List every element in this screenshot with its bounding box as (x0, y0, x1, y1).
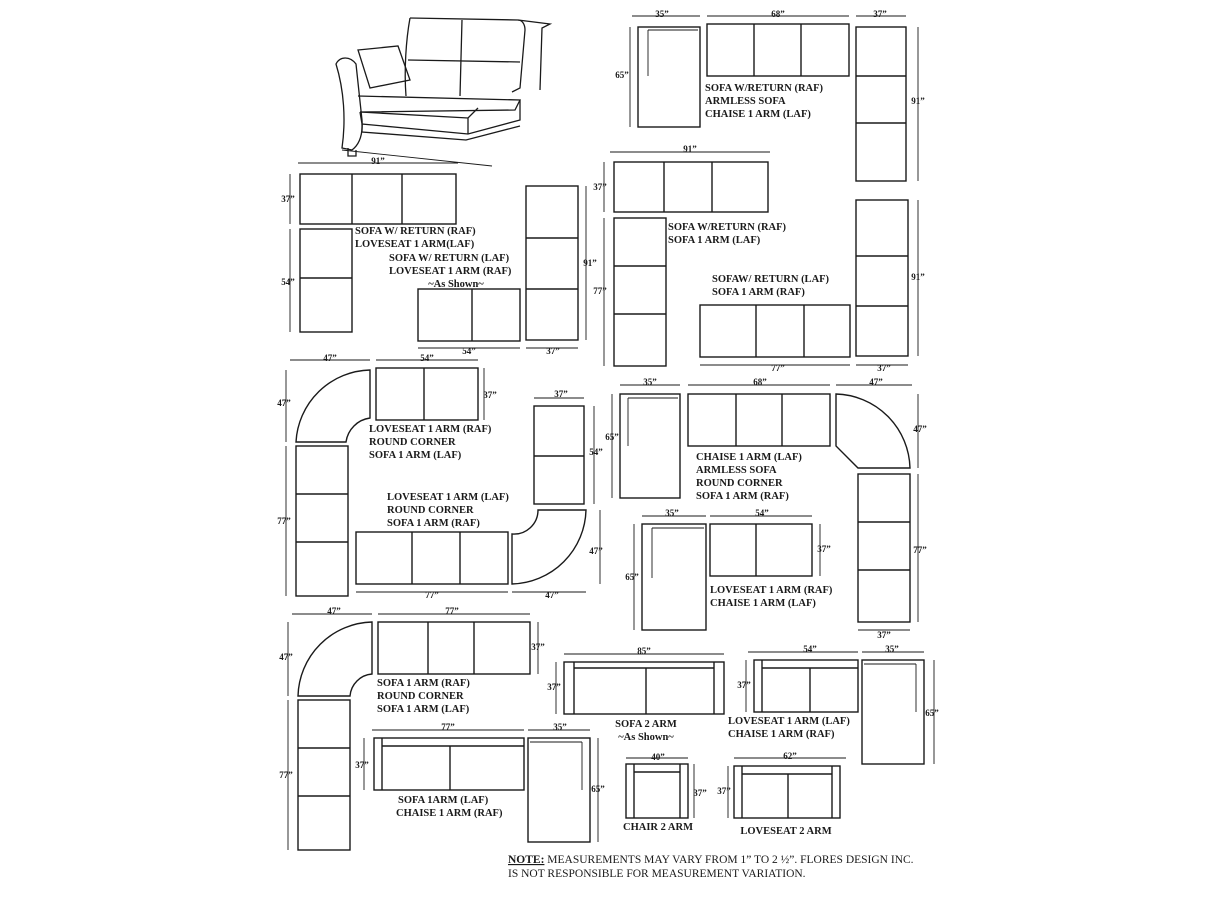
config-label: ROUND CORNER (387, 505, 474, 516)
dim-label: 77” (913, 545, 927, 555)
sofa-2-arm (564, 662, 724, 714)
loveseat-1-arm-laf (534, 406, 584, 504)
sofa-1-arm-laf (296, 446, 348, 596)
config-11 (547, 646, 724, 743)
dim-label: 54” (589, 447, 603, 457)
dim-label: 91” (371, 156, 385, 166)
dim-label: 54” (462, 346, 476, 356)
config-13 (355, 722, 605, 842)
sofa-with-return-raf (614, 162, 768, 212)
config-label: SOFA 2 ARM (615, 719, 677, 730)
dim-label: 35” (665, 508, 679, 518)
config-12 (728, 644, 939, 764)
sofa-1-arm-raf (356, 532, 508, 584)
dim-label: 37” (877, 363, 891, 373)
note-label: NOTE: (508, 854, 545, 866)
chaise-1-arm-laf (638, 27, 700, 127)
dim-label: 37” (693, 788, 707, 798)
dim-label: 65” (925, 708, 939, 718)
dim-label: 85” (637, 646, 651, 656)
config-label: SOFA 1 ARM (RAF) (387, 518, 480, 529)
dim-label: 65” (591, 784, 605, 794)
config-label: LOVESEAT 1 ARM (LAF) (387, 492, 509, 503)
dim-label: 47” (279, 652, 293, 662)
measurement-note (508, 854, 914, 880)
round-corner (298, 622, 372, 696)
config-9 (625, 508, 833, 630)
loveseat-1-arm-raf (710, 524, 812, 576)
dim-label: 35” (643, 377, 657, 387)
dim-label: 47” (327, 606, 341, 616)
dim-label: 47” (545, 590, 559, 600)
config-3 (389, 186, 597, 356)
config-label: LOVESEAT 2 ARM (740, 826, 832, 837)
config-label: SOFAW/ RETURN (LAF) (712, 274, 830, 285)
sofa-1-arm-raf (858, 474, 910, 622)
round-corner (296, 370, 370, 442)
dim-label: 68” (771, 9, 785, 19)
config-label: ARMLESS SOFA (696, 465, 777, 476)
dim-label: 37” (281, 194, 295, 204)
armless-sofa (707, 24, 849, 76)
dim-label: 91” (683, 144, 697, 154)
config-label: CHAISE 1 ARM (RAF) (396, 808, 503, 819)
dim-label: 37” (593, 182, 607, 192)
config-label: LOVESEAT 1 ARM (RAF) (369, 424, 492, 435)
dim-label: 35” (553, 722, 567, 732)
dim-label: 77” (279, 770, 293, 780)
config-label: ROUND CORNER (369, 437, 456, 448)
dim-label: 77” (425, 590, 439, 600)
config-label: ROUND CORNER (696, 478, 783, 489)
dim-label: 47” (277, 398, 291, 408)
config-label: CHAISE 1 ARM (LAF) (710, 598, 816, 609)
config-label: SOFA 1 ARM (LAF) (369, 450, 462, 461)
dim-label: 37” (531, 642, 545, 652)
sofa-with-return-laf (856, 200, 908, 356)
dim-label: 47” (323, 353, 337, 363)
config-1 (615, 9, 925, 181)
config-2 (281, 156, 476, 332)
dim-label: 54” (420, 353, 434, 363)
dim-label: 65” (615, 70, 629, 80)
dim-label: 37” (483, 390, 497, 400)
config-label: CHAIR 2 ARM (623, 822, 693, 833)
config-label: CHAISE 1 ARM (LAF) (705, 109, 811, 120)
chaise-1-arm-raf (862, 660, 924, 764)
config-label: SOFA 1 ARM (RAF) (377, 678, 470, 689)
loveseat-1-arm-laf (300, 229, 352, 332)
config-label: SOFA 1 ARM (RAF) (696, 491, 789, 502)
dim-label: 54” (755, 508, 769, 518)
sofa-1-arm-laf (614, 218, 666, 366)
config-label: SOFA 1 ARM (RAF) (712, 287, 805, 298)
config-label: SOFA 1ARM (LAF) (398, 795, 489, 806)
dim-label: 37” (737, 680, 751, 690)
dim-label: 54” (803, 644, 817, 654)
dim-label: 47” (589, 546, 603, 556)
dim-label: 77” (771, 363, 785, 373)
dim-label: 77” (593, 286, 607, 296)
sofa-1-arm-raf (378, 622, 530, 674)
dim-label: 40” (651, 752, 665, 762)
config-label: LOVESEAT 1 ARM (RAF) (389, 266, 512, 277)
loveseat-1-arm-raf (418, 289, 520, 341)
dim-label: 65” (605, 432, 619, 442)
dim-label: 37” (717, 786, 731, 796)
chaise-1-arm-raf (528, 738, 590, 842)
sofa-with-return-raf (856, 27, 906, 181)
sofa-1-arm-raf (700, 305, 850, 357)
dim-label: 47” (913, 424, 927, 434)
dim-label: 77” (441, 722, 455, 732)
round-corner (512, 510, 586, 584)
dim-label: 35” (655, 9, 669, 19)
config-4 (593, 144, 786, 366)
note-line-1 (508, 854, 914, 866)
config-label: SOFA 1 ARM (LAF) (668, 235, 761, 246)
dim-label: 37” (873, 9, 887, 19)
config-label: SOFA W/RETURN (RAF) (668, 222, 787, 233)
dim-label: 91” (583, 258, 597, 268)
dim-label: 37” (554, 389, 568, 399)
dim-label: 37” (355, 760, 369, 770)
config-label: ~As Shown~ (428, 279, 484, 290)
note-text: MEASUREMENTS MAY VARY FROM 1” TO 2 ½”. FLORES DESIGN INC. (544, 854, 914, 866)
dim-label: 37” (877, 630, 891, 640)
config-15 (717, 751, 846, 837)
config-14 (623, 752, 707, 833)
config-6 (277, 353, 497, 596)
dim-label: 37” (547, 682, 561, 692)
dim-label: 54” (281, 277, 295, 287)
note-line-2: IS NOT RESPONSIBLE FOR MEASUREMENT VARIATION. (508, 868, 806, 880)
config-label: CHAISE 1 ARM (LAF) (696, 452, 802, 463)
dim-label: 68” (753, 377, 767, 387)
dim-label: 65” (625, 572, 639, 582)
armless-sofa (688, 394, 830, 446)
config-label: ~As Shown~ (618, 732, 674, 743)
sofa-sketch (336, 18, 550, 166)
dim-label: 91” (911, 272, 925, 282)
dim-label: 91” (911, 96, 925, 106)
config-label: ARMLESS SOFA (705, 96, 786, 107)
round-corner (836, 394, 910, 468)
config-label: LOVESEAT 1 ARM (RAF) (710, 585, 833, 596)
sofa-with-return-raf (300, 174, 456, 224)
config-label: LOVESEAT 1 ARM(LAF) (355, 239, 475, 250)
config-label: SOFA 1 ARM (LAF) (377, 704, 470, 715)
dim-label: 62” (783, 751, 797, 761)
dim-label: 77” (277, 516, 291, 526)
config-label: SOFA W/ RETURN (RAF) (355, 226, 476, 237)
dim-label: 35” (885, 644, 899, 654)
dim-label: 37” (546, 346, 560, 356)
dim-label: 37” (817, 544, 831, 554)
config-label: SOFA W/ RETURN (LAF) (389, 253, 510, 264)
config-label: LOVESEAT 1 ARM (LAF) (728, 716, 850, 727)
config-label: ROUND CORNER (377, 691, 464, 702)
sofa-1-arm-laf (298, 700, 350, 850)
loveseat-1-arm-raf (376, 368, 478, 420)
chaise-1-arm-laf (620, 394, 680, 498)
dim-label: 47” (869, 377, 883, 387)
config-label: CHAISE 1 ARM (RAF) (728, 729, 835, 740)
config-label: SOFA W/RETURN (RAF) (705, 83, 824, 94)
dim-label: 77” (445, 606, 459, 616)
sofa-with-return-laf (526, 186, 578, 340)
